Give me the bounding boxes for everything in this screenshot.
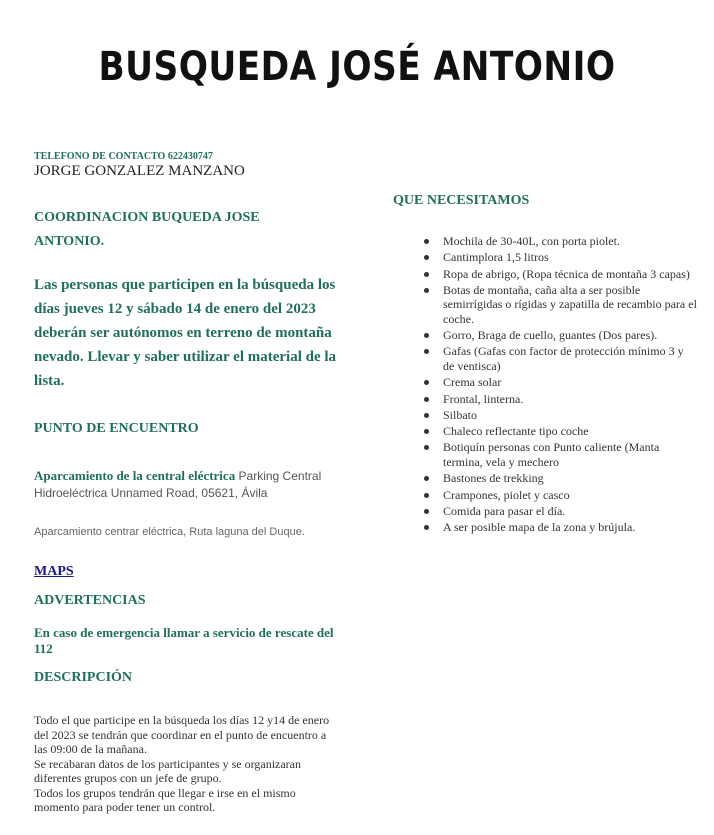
intro-text: Las personas que participen en la búsqueda los días jueves 12 y sábado 14 de enero del 2023 deberán ser autónomos en terreno de montaña nevado. Llevar y saber utilizar el material de la lista.	[34, 277, 337, 389]
list-item: Crampones, piolet y casco	[421, 488, 697, 503]
meeting-point-heading: PUNTO DE ENCUENTRO	[34, 421, 199, 436]
contact-name: JORGE GONZALEZ MANZANO	[34, 163, 245, 179]
list-item: Frontal, linterna.	[421, 392, 697, 407]
description-body	[34, 713, 334, 815]
meeting-place-name: Aparcamiento de la central eléctrica	[34, 468, 236, 483]
meeting-note: Aparcamiento centrar eléctrica, Ruta laguna del Duque.	[34, 526, 305, 538]
contact-phone: TELEFONO DE CONTACTO 622430747	[34, 151, 213, 162]
description-heading: DESCRIPCIÓN	[34, 670, 133, 685]
warnings-text: En caso de emergencia llamar a servicio de rescate del 112	[34, 625, 334, 656]
list-item: Crema solar	[421, 375, 697, 390]
list-item: Cantimplora 1,5 litros	[421, 250, 697, 265]
list-item: Botas de montaña, caña alta a ser posible semirrígidas o rígidas y zapatilla de recambio para el coche.	[421, 283, 697, 327]
meeting-place	[34, 467, 354, 502]
description-paragraph: Todos los grupos tendrán que llegar e irse en el mismo momento para poder tener un control.	[34, 785, 296, 814]
list-item: Chaleco reflectante tipo coche	[421, 424, 697, 439]
description-paragraph: Se recabaran datos de los participantes y se organizaran diferentes grupos con un jefe de grupo.	[34, 756, 301, 785]
list-item: Mochila de 30-40L, con porta piolet.	[421, 234, 697, 249]
description-paragraph: Todo el que participe en la búsqueda los días 12 y14 de enero del 2023 se tendrán que coordinar en el punto de encuentro a las 09:00 de la mañana.	[34, 713, 330, 756]
warnings-heading: ADVERTENCIAS	[34, 593, 146, 608]
list-item: A ser posible mapa de la zona y brújula.	[421, 520, 697, 535]
list-item: Gafas (Gafas con factor de protección mínimo 3 y de ventisca)	[421, 344, 697, 373]
list-item: Botiquín personas con Punto caliente (Manta termina, vela y mechero	[421, 440, 697, 469]
maps-link[interactable]: MAPS	[34, 564, 74, 579]
list-item: Gorro, Braga de cuello, guantes (Dos pares).	[421, 328, 697, 343]
meeting-place-address: Parking Central Hidroeléctrica Unnamed Road, 05621, Ávila	[34, 469, 322, 500]
list-item: Silbato	[421, 408, 697, 423]
coordination-heading: COORDINACION BUQUEDA JOSE ANTONIO.	[34, 210, 260, 249]
list-item: Bastones de trekking	[421, 471, 697, 486]
needs-heading: QUE NECESITAMOS	[393, 193, 530, 208]
needs-list	[421, 234, 697, 536]
page-title: BUSQUEDA JOSÉ ANTONIO	[98, 44, 616, 90]
list-item: Ropa de abrigo, (Ropa técnica de montaña 3 capas)	[421, 267, 697, 282]
list-item: Comida para pasar el día.	[421, 504, 697, 519]
